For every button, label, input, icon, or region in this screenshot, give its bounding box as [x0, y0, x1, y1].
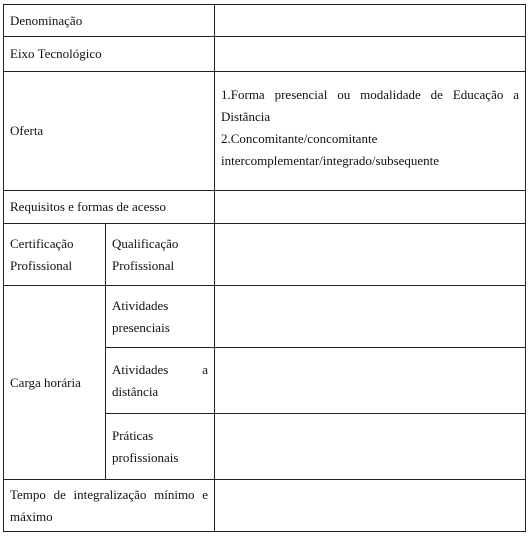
oferta-option-2: 2.Concomitante/concomitante intercomplementar/integrado/subsequente [221, 131, 440, 168]
distancia-line-1: Atividades a [112, 361, 209, 377]
oferta-option-1: 1.Forma presencial ou modalidade de Educação a Distância [221, 87, 520, 124]
label-certificacao [4, 224, 106, 286]
label-requisitos: Requisitos e formas de acesso [4, 191, 215, 224]
praticas-line-1: Práticas [112, 427, 154, 443]
value-certificacao [215, 224, 526, 286]
label-denominacao: Denominação [4, 5, 215, 37]
qualificacao-line-1: Qualificação [112, 235, 179, 251]
row-tempo-integralizacao [4, 480, 526, 532]
certificacao-line-2: Profissional [10, 257, 73, 273]
label-eixo-tecnologico: Eixo Tecnológico [4, 37, 215, 72]
certificacao-line-1: Certificação [10, 235, 74, 251]
label-oferta: Oferta [4, 72, 215, 191]
value-oferta [215, 72, 526, 191]
presenciais-line-1: Atividades [112, 297, 169, 313]
label-qualificacao [106, 224, 215, 286]
value-atividades-presenciais [215, 286, 526, 348]
value-requisitos [215, 191, 526, 224]
qualificacao-line-2: Profissional [112, 257, 175, 273]
row-oferta [4, 72, 526, 191]
label-carga-horaria: Carga horária [4, 286, 106, 480]
row-requisitos [4, 191, 526, 224]
row-eixo-tecnologico [4, 37, 526, 72]
praticas-line-2: profissionais [112, 449, 179, 465]
value-atividades-distancia [215, 348, 526, 414]
value-denominacao [215, 5, 526, 37]
label-tempo-integralizacao: Tempo de integralização mínimo e máximo [4, 480, 215, 532]
label-atividades-distancia [106, 348, 215, 414]
value-tempo-integralizacao [215, 480, 526, 532]
row-certificacao [4, 224, 526, 286]
value-eixo-tecnologico [215, 37, 526, 72]
distancia-line-2: distância [112, 383, 159, 399]
row-denominacao [4, 5, 526, 37]
value-praticas-profissionais [215, 414, 526, 480]
label-atividades-presenciais [106, 286, 215, 348]
row-carga-presenciais [4, 286, 526, 348]
course-info-table [3, 4, 526, 532]
label-praticas-profissionais [106, 414, 215, 480]
presenciais-line-2: presenciais [112, 319, 170, 335]
